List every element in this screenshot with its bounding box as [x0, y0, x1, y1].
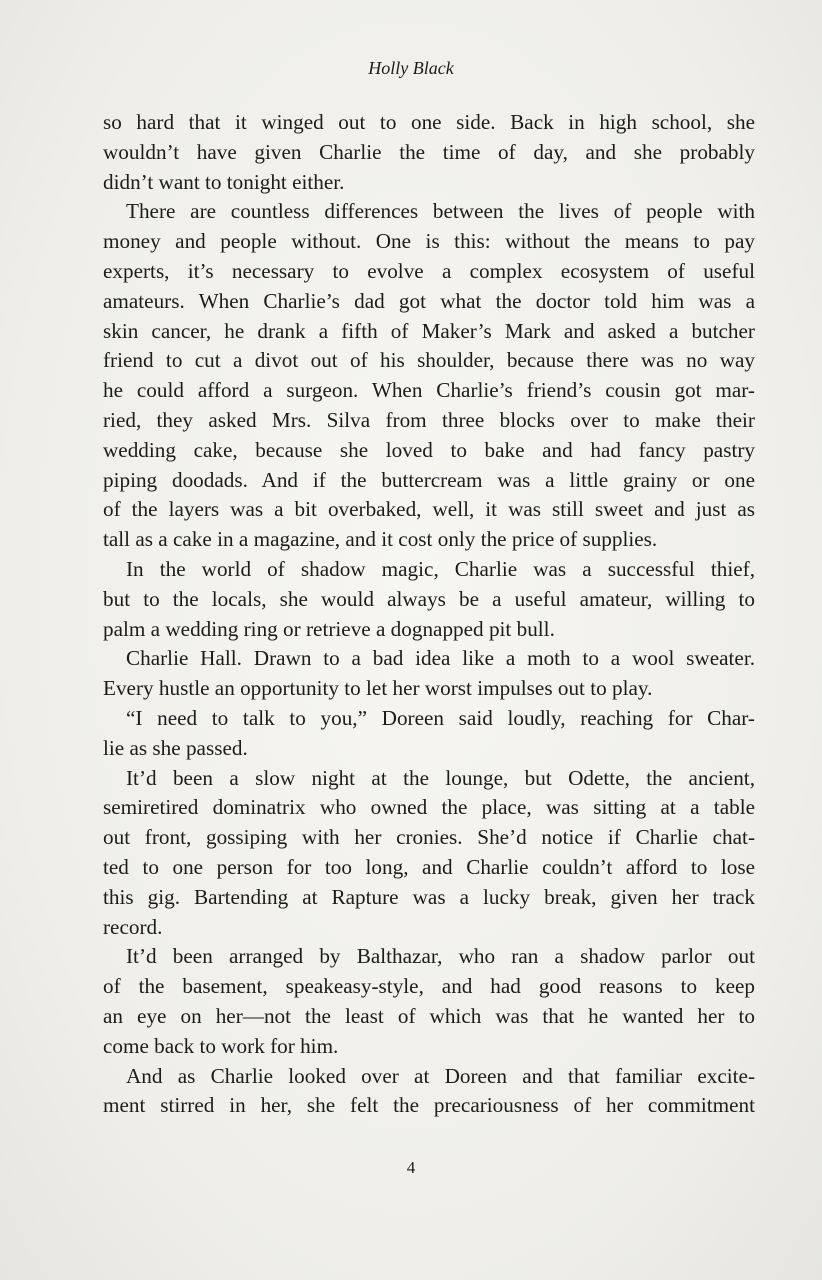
paragraph: [103, 942, 755, 1061]
paragraph: [103, 108, 755, 197]
text-line: skin cancer, he drank a fifth of Maker’s Mark and asked a butcher: [103, 318, 755, 343]
running-head: Holly Black: [368, 58, 454, 78]
text-line: Charlie Hall. Drawn to a bad idea like a moth to a wool sweater.: [126, 646, 755, 671]
text-line: of the basement, speakeasy-style, and had good reasons to keep: [103, 974, 755, 999]
text-line: this gig. Bartending at Rapture was a lucky break, given her track: [103, 884, 755, 909]
text-line: Every hustle an opportunity to let her worst impulses out to play.: [103, 676, 653, 701]
text-line: an eye on her—not the least of which was that he wanted her to: [103, 1003, 755, 1028]
paragraph: [103, 644, 755, 704]
text-line: ted to one person for too long, and Charlie couldn’t afford to lose: [103, 854, 755, 879]
text-line: It’d been a slow night at the lounge, but Odette, the ancient,: [126, 765, 755, 790]
text-line: There are countless differences between the lives of people with: [126, 199, 755, 224]
paragraph: [103, 197, 755, 555]
text-line: out front, gossiping with her cronies. She’d notice if Charlie chat-: [103, 825, 755, 850]
text-line: experts, it’s necessary to evolve a complex ecosystem of useful: [103, 258, 755, 283]
text-line: money and people without. One is this: without the means to pay: [103, 229, 755, 254]
text-line: In the world of shadow magic, Charlie was a successful thief,: [126, 556, 755, 581]
text-line: he could afford a surgeon. When Charlie’s friend’s cousin got mar-: [103, 378, 755, 403]
text-line: ried, they asked Mrs. Silva from three blocks over to make their: [103, 407, 755, 432]
text-line: tall as a cake in a magazine, and it cost only the price of supplies.: [103, 527, 658, 552]
text-line: didn’t want to tonight either.: [103, 169, 345, 194]
text-line: palm a wedding ring or retrieve a dognapped pit bull.: [103, 616, 555, 641]
text-line: but to the locals, she would always be a useful amateur, willing to: [103, 586, 755, 611]
text-line: piping doodads. And if the buttercream was a little grainy or one: [103, 467, 755, 492]
text-line: lie as she passed.: [103, 735, 248, 760]
body-text: [103, 108, 755, 1121]
text-line: friend to cut a divot out of his shoulder, because there was no way: [103, 348, 755, 373]
text-line: It’d been arranged by Balthazar, who ran a shadow parlor out: [126, 944, 755, 969]
text-line: And as Charlie looked over at Doreen and that familiar excite-: [126, 1063, 755, 1088]
paragraph: [103, 1062, 755, 1122]
paragraph: [103, 555, 755, 644]
text-line: amateurs. When Charlie’s dad got what the doctor told him was a: [103, 288, 755, 313]
text-line: wedding cake, because she loved to bake and had fancy pastry: [103, 437, 755, 462]
text-line: “I need to talk to you,” Doreen said loudly, reaching for Char-: [126, 705, 755, 730]
paragraph: [103, 764, 755, 943]
text-line: record.: [103, 914, 163, 939]
text-line: so hard that it winged out to one side. Back in high school, she: [103, 110, 755, 134]
page-number: 4: [406, 1158, 416, 1177]
text-line: semiretired dominatrix who owned the place, was sitting at a table: [103, 795, 755, 820]
text-line: wouldn’t have given Charlie the time of day, and she probably: [103, 139, 755, 164]
text-line: come back to work for him.: [103, 1033, 339, 1058]
paragraph: [103, 704, 755, 764]
text-line: ment stirred in her, she felt the precariousness of her commitment: [103, 1093, 755, 1118]
text-line: of the layers was a bit overbaked, well, it was still sweet and just as: [103, 497, 755, 522]
